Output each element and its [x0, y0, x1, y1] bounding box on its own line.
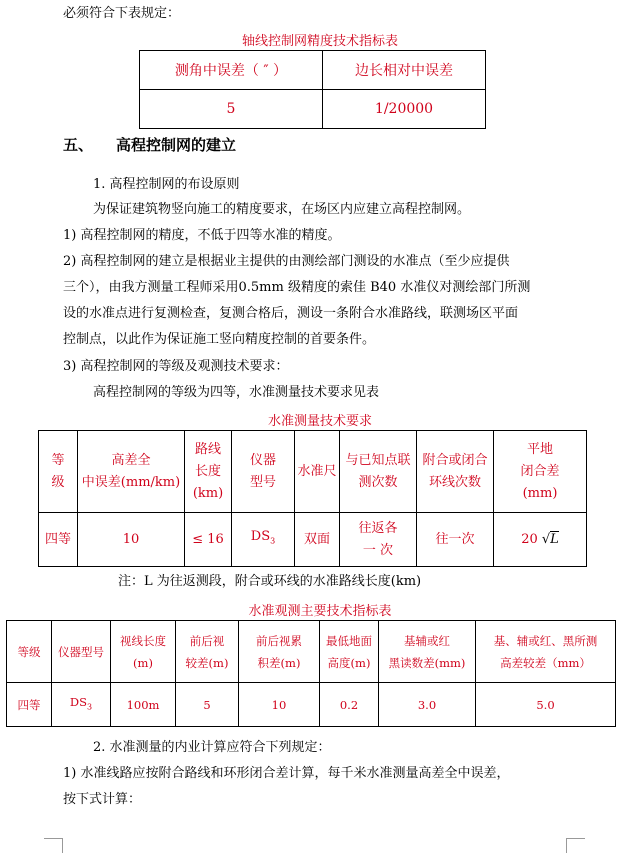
table1-header-side: 边长相对中误差: [323, 51, 486, 90]
table3-cell-instrument: $DS_3$: [52, 683, 111, 727]
table3-cell-elev: 5.0: [476, 683, 616, 727]
paragraph-calc-2: 按下式计算：: [63, 792, 142, 807]
section-title: 高程控制网的建立: [116, 136, 237, 154]
table2-cell-known: 往返各 一 次: [340, 513, 417, 567]
page-corner-mark-right: [566, 838, 585, 853]
table2-header-staff: 水准尺: [295, 431, 340, 513]
table3-header-read: 基辅或红 黑读数差(mm): [379, 621, 476, 683]
table2-header-instrument: 仪器 型号: [232, 431, 295, 513]
observation-indices-table: [6, 620, 616, 727]
table2-cell-loop: 往一次: [417, 513, 494, 567]
paragraph-calc-1: 1) 水准线路应按附合路线和环形闭合差计算，每千米水准测量高差全中误差，: [63, 766, 510, 781]
table3-header-sight: 视线长度 (m): [111, 621, 176, 683]
table3-header-instrument: 仪器型号: [52, 621, 111, 683]
table2-cell-staff: 双面: [295, 513, 340, 567]
table2-header-loop: 附合或闭合 环线次数: [417, 431, 494, 513]
table3-header-grade: 等级: [7, 621, 52, 683]
table1-cell-side: 1/20000: [323, 90, 486, 129]
table2-header-closure: 平地 闭合差 (mm): [494, 431, 587, 513]
table3-header-elev: 基、辅或红、黑所测 高差较差（mm）: [476, 621, 616, 683]
paragraph-establish-2: 三个），由我方测量工程师采用0.5mm 级精度的索佳 B40 水准仪对测绘部门所测: [63, 280, 531, 295]
paragraph-establish-1: 2) 高程控制网的建立是根据业主提供的由测绘部门测设的水准点（至少应提供: [63, 254, 510, 269]
intro-text: 必须符合下表规定：: [63, 6, 181, 21]
table2-cell-error: 10: [78, 513, 185, 567]
paragraph-calc-rules: 2. 水准测量的内业计算应符合下列规定：: [93, 740, 331, 755]
section-number: 五、: [63, 136, 94, 154]
table2-cell-grade: 四等: [39, 513, 78, 567]
paragraph-establish-4: 控制点，以此作为保证施工竖向精度控制的首要条件。: [63, 332, 376, 347]
table3-cell-read: 3.0: [379, 683, 476, 727]
leveling-requirements-table: [38, 430, 587, 567]
table2-header-grade: 等 级: [39, 431, 78, 513]
table2-cell-closure: 20 √L: [494, 513, 587, 567]
table3-cell-sight: 100m: [111, 683, 176, 727]
table1-caption: 轴线控制网精度技术指标表: [241, 34, 398, 49]
table2-header-error: 高差全 中误差(mm/km): [78, 431, 185, 513]
paragraph-grade: 3) 高程控制网的等级及观测技术要求：: [63, 359, 289, 374]
table2-header-known: 与已知点联 测次数: [340, 431, 417, 513]
table3-cell-height: 0.2: [320, 683, 379, 727]
table2-note: 注：L 为往返测段，附合或环线的水准路线长度(km): [118, 574, 422, 589]
table3-header-cum: 前后视累 积差(m): [239, 621, 320, 683]
table1-header-angle: 测角中误差（ ″ ）: [140, 51, 323, 90]
table3-header-diff: 前后视 较差(m): [176, 621, 239, 683]
table3-caption: 水准观测主要技术指标表: [248, 604, 392, 619]
table2-header-length: 路线 长度 (km): [185, 431, 232, 513]
table1-cell-angle: 5: [140, 90, 323, 129]
table2-caption: 水准测量技术要求: [267, 414, 372, 429]
table3-header-height: 最低地面 高度(m): [320, 621, 379, 683]
paragraph-principle: 1. 高程控制网的布设原则: [93, 177, 240, 192]
table2-cell-instrument: $DS_3$: [232, 513, 295, 567]
table2-cell-length: ≤ 16: [185, 513, 232, 567]
paragraph-establish-3: 设的水准点进行复测检查，复测合格后，测设一条附合水准路线，联测场区平面: [63, 306, 519, 321]
table3-cell-diff: 5: [176, 683, 239, 727]
sqrt-symbol: √: [541, 531, 551, 547]
axis-precision-table: [139, 50, 486, 129]
page-corner-mark-left: [44, 838, 63, 853]
table3-cell-cum: 10: [239, 683, 320, 727]
paragraph-purpose: 为保证建筑物竖向施工的精度要求，在场区内应建立高程控制网。: [93, 202, 471, 217]
table3-cell-grade: 四等: [7, 683, 52, 727]
paragraph-grade-desc: 高程控制网的等级为四等，水准测量技术要求见表: [93, 385, 380, 400]
paragraph-precision: 1) 高程控制网的精度，不低于四等水准的精度。: [63, 228, 341, 243]
